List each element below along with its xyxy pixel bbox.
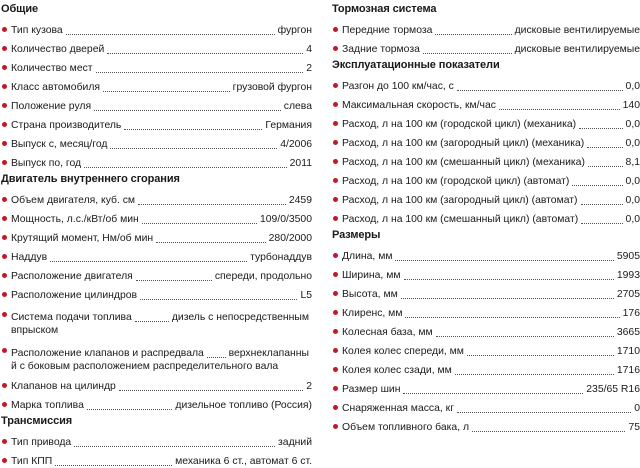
spec-value: спереди, продольно xyxy=(214,271,312,282)
spec-label: Тип кузова xyxy=(11,25,63,36)
bullet-icon xyxy=(2,458,7,463)
dot-leader xyxy=(103,91,230,92)
spec-row xyxy=(331,320,640,339)
spec-label: Размер шин xyxy=(342,384,401,395)
bullet-icon xyxy=(2,141,7,146)
bullet-icon xyxy=(2,46,7,51)
spec-value: 2 xyxy=(306,63,312,74)
spec-label: Выпуск с, месяц/год xyxy=(11,139,108,150)
bullet-icon xyxy=(333,348,338,353)
spec-row xyxy=(0,56,312,75)
dot-leader xyxy=(96,72,304,73)
spec-value: верхнеклапанны xyxy=(228,348,309,359)
spec-row xyxy=(0,393,312,412)
spec-label: Расход, л на 100 км (смешанный цикл) (автомат) xyxy=(342,214,579,225)
spec-value: 1993 xyxy=(616,270,640,281)
spec-value: 235/65 R16 xyxy=(586,384,640,395)
spec-row xyxy=(0,302,312,338)
dot-leader xyxy=(405,317,619,318)
spec-label: Ширина, мм xyxy=(342,270,401,281)
spec-label: Передние тормоза xyxy=(342,25,433,36)
spec-row xyxy=(0,94,312,113)
bullet-icon xyxy=(2,65,7,70)
bullet-icon xyxy=(333,140,338,145)
spec-label: Клиренс, мм xyxy=(342,308,403,319)
bullet-icon xyxy=(333,405,338,410)
dot-leader xyxy=(581,204,623,205)
spec-value: дизель с непосредственным xyxy=(171,312,309,323)
section-title: Двигатель внутреннего сгорания xyxy=(1,173,180,185)
spec-label: Расход, л на 100 км (загородный цикл) (автомат) xyxy=(342,195,578,206)
bullet-icon xyxy=(333,46,338,51)
bullet-icon xyxy=(2,402,7,407)
bullet-icon xyxy=(333,83,338,88)
dot-leader xyxy=(436,336,614,337)
bullet-icon xyxy=(2,103,7,108)
spec-row xyxy=(0,207,312,226)
spec-value: L5 xyxy=(300,290,312,301)
spec-row xyxy=(331,18,640,37)
bullet-icon xyxy=(333,197,338,202)
section-title: Тормозная система xyxy=(332,3,437,15)
spec-value: 0,0 xyxy=(625,195,640,206)
dot-leader xyxy=(423,53,512,54)
dot-leader xyxy=(140,299,297,300)
spec-label: Колесная база, мм xyxy=(342,327,433,338)
bullet-icon xyxy=(2,273,7,278)
spec-row xyxy=(0,188,312,207)
spec-label: Максимальная скорость, км/час xyxy=(342,100,496,111)
dot-leader xyxy=(87,409,173,410)
spec-value: 2459 xyxy=(288,195,312,206)
spec-label: Клапанов на цилиндр xyxy=(11,381,116,392)
spec-row xyxy=(0,264,312,283)
dot-leader xyxy=(84,167,287,168)
spec-row xyxy=(0,151,312,170)
spec-value: 140 xyxy=(622,100,640,111)
bullet-icon xyxy=(333,102,338,107)
spec-value: 0,0 xyxy=(625,81,640,92)
spec-row xyxy=(331,93,640,112)
dot-leader xyxy=(455,374,614,375)
dot-leader xyxy=(588,166,623,167)
spec-label: Расход, л на 100 км (смешанный цикл) (механика) xyxy=(342,157,585,168)
dot-leader xyxy=(124,129,262,130)
spec-label: Количество мест xyxy=(11,63,93,74)
spec-row xyxy=(331,131,640,150)
dot-leader xyxy=(467,355,614,356)
spec-row xyxy=(331,244,640,263)
spec-label: Марка топлива xyxy=(11,400,84,411)
dot-leader xyxy=(50,261,247,262)
spec-row xyxy=(0,283,312,302)
spec-label: Система подачи топлива xyxy=(11,312,132,323)
spec-value-continuation: й с боковым расположением распределительного вала xyxy=(11,361,279,372)
dot-leader xyxy=(457,90,623,91)
bullet-icon xyxy=(333,329,338,334)
dot-leader xyxy=(135,311,169,322)
bullet-icon xyxy=(2,235,7,240)
bullet-icon xyxy=(2,312,7,317)
spec-value: 0 xyxy=(634,403,640,414)
spec-label: Задние тормоза xyxy=(342,44,420,55)
bullet-icon xyxy=(333,253,338,258)
spec-row xyxy=(0,75,312,94)
section-title: Размеры xyxy=(332,229,381,241)
spec-label: Расход, л на 100 км (городской цикл) (автомат) xyxy=(342,176,570,187)
spec-value: дисковые вентилируемые xyxy=(514,25,640,36)
dot-leader xyxy=(136,280,212,281)
spec-label: Страна производитель xyxy=(11,120,122,131)
spec-row xyxy=(331,263,640,282)
spec-label: Выпуск по, год xyxy=(11,158,82,169)
bullet-icon xyxy=(2,292,7,297)
spec-value: грузовой фургон xyxy=(232,82,312,93)
spec-value: 3665 xyxy=(616,327,640,338)
spec-value: 4 xyxy=(306,44,312,55)
spec-row xyxy=(0,338,312,374)
bullet-icon xyxy=(2,197,7,202)
dot-leader xyxy=(579,128,622,129)
spec-multiline xyxy=(11,311,309,338)
spec-row xyxy=(331,339,640,358)
spec-label: Тип КПП xyxy=(11,456,53,467)
spec-row xyxy=(331,150,640,169)
spec-row xyxy=(331,377,640,396)
spec-label: Объем двигателя, куб. см xyxy=(11,195,136,206)
dot-leader xyxy=(472,431,625,432)
spec-row xyxy=(0,37,312,56)
spec-row xyxy=(331,301,640,320)
spec-row xyxy=(331,282,640,301)
spec-label: Расход, л на 100 км (городской цикл) (механика) xyxy=(342,119,577,130)
spec-value-continuation: впрыском xyxy=(11,325,59,336)
spec-value: 5905 xyxy=(616,251,640,262)
spec-row xyxy=(0,113,312,132)
bullet-icon xyxy=(333,310,338,315)
spec-label: Высота, мм xyxy=(342,289,398,300)
dot-leader xyxy=(587,147,622,148)
spec-value: 176 xyxy=(622,308,640,319)
spec-value: 0,0 xyxy=(625,119,640,130)
bullet-icon xyxy=(333,367,338,372)
spec-value: дизельное топливо (Россия) xyxy=(175,400,312,411)
spec-value: 1716 xyxy=(616,365,640,376)
spec-row xyxy=(331,188,640,207)
spec-label: Расположение цилиндров xyxy=(11,290,138,301)
bullet-icon xyxy=(2,160,7,165)
spec-value: задний xyxy=(278,437,312,448)
bullet-icon xyxy=(2,383,7,388)
spec-row xyxy=(331,169,640,188)
spec-value: механика 6 ст., автомат 6 ст. xyxy=(175,456,312,467)
spec-row xyxy=(331,396,640,415)
spec-value: 8,1 xyxy=(625,157,640,168)
bullet-icon xyxy=(2,122,7,127)
dot-leader xyxy=(581,223,622,224)
bullet-icon xyxy=(2,27,7,32)
bullet-icon xyxy=(2,348,7,353)
dot-leader xyxy=(499,109,620,110)
dot-leader xyxy=(142,223,257,224)
spec-row xyxy=(0,430,312,449)
bullet-icon xyxy=(333,424,338,429)
dot-leader xyxy=(107,53,303,54)
dot-leader xyxy=(138,204,286,205)
bullet-icon xyxy=(333,291,338,296)
section-title: Трансмиссия xyxy=(1,415,73,427)
spec-row xyxy=(0,374,312,393)
spec-label: Крутящий момент, Нм/об мин xyxy=(11,233,154,244)
spec-value: 0,0 xyxy=(625,214,640,225)
bullet-icon xyxy=(2,216,7,221)
bullet-icon xyxy=(2,254,7,259)
dot-leader xyxy=(55,465,172,466)
dot-leader xyxy=(94,110,281,111)
bullet-icon xyxy=(333,121,338,126)
dot-leader xyxy=(74,446,275,447)
left-column xyxy=(0,0,312,468)
spec-row xyxy=(331,358,640,377)
dot-leader xyxy=(66,34,275,35)
spec-value: слева xyxy=(283,101,312,112)
dot-leader xyxy=(404,279,614,280)
dot-leader xyxy=(395,260,613,261)
spec-value: 1710 xyxy=(616,346,640,357)
spec-value: 2011 xyxy=(289,158,312,169)
spec-label: Количество дверей xyxy=(11,44,105,55)
section-title: Общие xyxy=(1,3,39,15)
spec-row xyxy=(331,112,640,131)
spec-value: 0,0 xyxy=(625,176,640,187)
spec-value: турбонаддув xyxy=(250,252,312,263)
bullet-icon xyxy=(2,84,7,89)
dot-leader xyxy=(572,185,622,186)
spec-value: 2 xyxy=(306,381,312,392)
right-column xyxy=(331,0,640,434)
spec-value: 0,0 xyxy=(625,138,640,149)
bullet-icon xyxy=(333,159,338,164)
spec-row xyxy=(331,415,640,434)
spec-label: Мощность, л.с./кВт/об мин xyxy=(11,214,139,225)
spec-row xyxy=(331,74,640,93)
spec-label: Колея колес сзади, мм xyxy=(342,365,452,376)
bullet-icon xyxy=(333,178,338,183)
spec-row xyxy=(0,18,312,37)
spec-value: фургон xyxy=(277,25,312,36)
spec-value: 4/2006 xyxy=(280,139,312,150)
dot-leader xyxy=(403,393,583,394)
spec-label: Тип привода xyxy=(11,437,72,448)
dot-leader xyxy=(110,148,277,149)
dot-leader xyxy=(207,347,226,358)
bullet-icon xyxy=(333,386,338,391)
dot-leader xyxy=(401,298,614,299)
spec-value: 75 xyxy=(628,422,640,433)
spec-row xyxy=(0,245,312,264)
dot-leader xyxy=(435,34,511,35)
spec-label: Расположение двигателя xyxy=(11,271,133,282)
spec-multiline xyxy=(11,347,309,374)
spec-row xyxy=(0,132,312,151)
section-title: Эксплуатационные показатели xyxy=(332,59,500,71)
bullet-icon xyxy=(333,216,338,221)
spec-value: 109/0/3500 xyxy=(259,214,312,225)
spec-value: 2705 xyxy=(616,289,640,300)
bullet-icon xyxy=(2,439,7,444)
spec-label: Класс автомобиля xyxy=(11,82,101,93)
spec-label: Разгон до 100 км/час, с xyxy=(342,81,454,92)
bullet-icon xyxy=(333,272,338,277)
bullet-icon xyxy=(333,27,338,32)
spec-label: Объем топливного бака, л xyxy=(342,422,470,433)
spec-row xyxy=(0,226,312,245)
spec-row xyxy=(0,449,312,468)
spec-row xyxy=(331,37,640,56)
spec-value: 280/2000 xyxy=(268,233,312,244)
spec-label: Снаряженная масса, кг xyxy=(342,403,455,414)
spec-label: Положение руля xyxy=(11,101,92,112)
dot-leader xyxy=(156,242,266,243)
spec-label: Длина, мм xyxy=(342,251,393,262)
spec-label: Наддув xyxy=(11,252,48,263)
spec-value: Германия xyxy=(265,120,312,131)
spec-label: Колея колес спереди, мм xyxy=(342,346,464,357)
dot-leader xyxy=(457,412,631,413)
spec-label: Расход, л на 100 км (загородный цикл) (механика) xyxy=(342,138,585,149)
spec-value: дисковые вентилируемые xyxy=(514,44,640,55)
spec-row xyxy=(331,207,640,226)
spec-label: Расположение клапанов и распредвала xyxy=(11,348,204,359)
dot-leader xyxy=(119,390,303,391)
